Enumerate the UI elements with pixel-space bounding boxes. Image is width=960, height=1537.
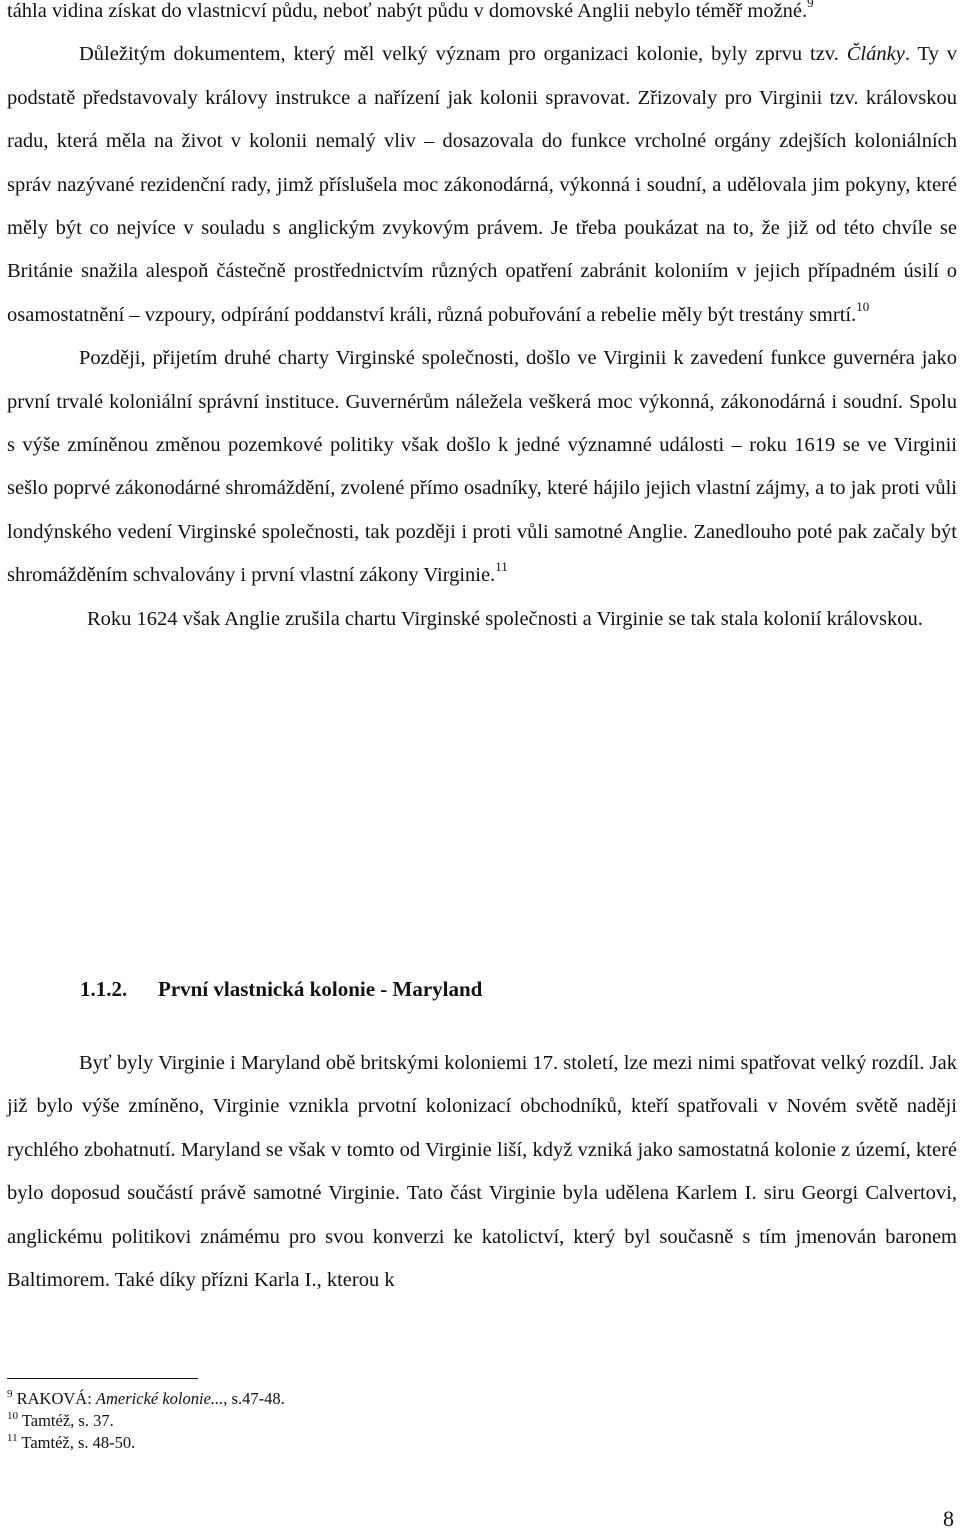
footnote-ref-11[interactable]: 11 <box>495 559 508 575</box>
section-heading-number: 1.1.2. <box>80 977 128 1001</box>
footnote-italic: Americké kolonie... <box>95 1389 224 1408</box>
footnote-mark: 9 <box>7 1387 13 1400</box>
paragraph-2-italic: Články <box>846 43 905 66</box>
footnote-ref-9[interactable]: 9 <box>807 0 814 11</box>
section-body-text <box>7 0 957 641</box>
footnote-text: Tamtéž, s. 37. <box>18 1411 114 1430</box>
section-2-paragraph-1-text: Byť byly Virginie i Maryland obě britskými koloniemi 17. století, lze mezi nimi spatřovat velký rozdíl. Jak již bylo výše zmíněno, Virginie vznikla prvotní kolonizací obchodníků, kteří spatřovali v Novém světě naději rychlého zbohatnutí. Maryland se však v tomto od Virginie liší, když vzniká jako samostatná kolonie z území, které bylo doposud součástí právě samotné Virginie. Tato část Virginie byla udělena Karlem I. siru Georgi Calvertovi, anglickému politikovi známému pro svou konverzi ke katolictví, který byl současně s tím jmenován baronem Baltimorem. Také díky přízni Karla I., kterou k <box>7 1052 957 1292</box>
page-number: 8 <box>943 1506 954 1531</box>
footnote-mark: 10 <box>7 1409 18 1422</box>
paragraph-2 <box>7 33 957 337</box>
paragraph-1 <box>7 0 957 33</box>
footnote-text-end: , s.47-48. <box>223 1389 285 1408</box>
footnote-separator <box>7 1378 198 1379</box>
footnote-text: RAKOVÁ: <box>12 1389 96 1408</box>
footnote-ref-10[interactable]: 10 <box>856 299 870 315</box>
footnote-9 <box>7 1388 707 1410</box>
section-2-paragraph-1 <box>7 1042 957 1302</box>
paragraph-2-text-b: . Ty v podstatě představovaly královy instrukce a nařízení jak kolonii spravovat. Zřizovaly pro Virginii tzv. královskou radu, která měla na život v kolonii nemalý vliv – dosazovala do funkce vrcholné orgány zdejších koloniálních správ nazývané rezidenční rady, jimž příslušela moc zákonodárná, výkonná i soudní, a udělovala jim pokyny, které měly být co nejvíce v souladu s anglickým zvykovým právem. Je třeba poukázat na to, že již od této chvíle se Británie snažila alespoň částečně prostřednictvím různých opatření zabránit koloniím v jejich případném úsilí o osamostatnění – vzpoury, odpírání poddanství králi, různá pobuřování a rebelie měly být trestány smrtí. <box>7 43 957 326</box>
paragraph-3 <box>7 337 957 597</box>
footnote-text: Tamtéž, s. 48-50. <box>17 1433 136 1452</box>
footnote-mark: 11 <box>7 1431 18 1444</box>
paragraph-3-text: Později, přijetím druhé charty Virginské společnosti, došlo ve Virginii k zavedení funkce guvernéra jako první trvalé koloniální správní instituce. Guvernérům náležela veškerá moc výkonná, zákonodárná i soudní. Spolu s výše zmíněnou změnou pozemkové politiky však došlo k jedné významné události – roku 1619 se ve Virginii sešlo poprvé zákonodárné shromáždění, zvolené přímo osadníky, které hájilo jejich vlastní zájmy, a to jak proti vůli londýnského vedení Virginské společnosti, tak později i proti vůli samotné Anglie. Zanedlouho poté pak začaly být shromážděním schvalovány i první vlastní zákony Virginie. <box>7 347 957 587</box>
paragraph-1-text: táhla vidina získat do vlastnicví půdu, neboť nabýt půdu v domovské Anglii nebylo téměř možné. <box>7 0 808 22</box>
paragraph-4-text: Roku 1624 však Anglie zrušila chartu Virginské společnosti a Virginie se tak stala kolonií královskou. <box>87 607 923 630</box>
footnotes <box>7 1388 707 1454</box>
section-heading <box>80 971 482 1007</box>
paragraph-4 <box>7 598 957 641</box>
footnote-10 <box>7 1410 707 1432</box>
footnote-11 <box>7 1432 707 1454</box>
paragraph-2-text-a: Důležitým dokumentem, který měl velký význam pro organizaci kolonie, byly zprvu tzv. <box>79 43 847 66</box>
section-heading-title: První vlastnická kolonie - Maryland <box>158 977 483 1001</box>
section-2-body-text <box>7 1042 957 1302</box>
